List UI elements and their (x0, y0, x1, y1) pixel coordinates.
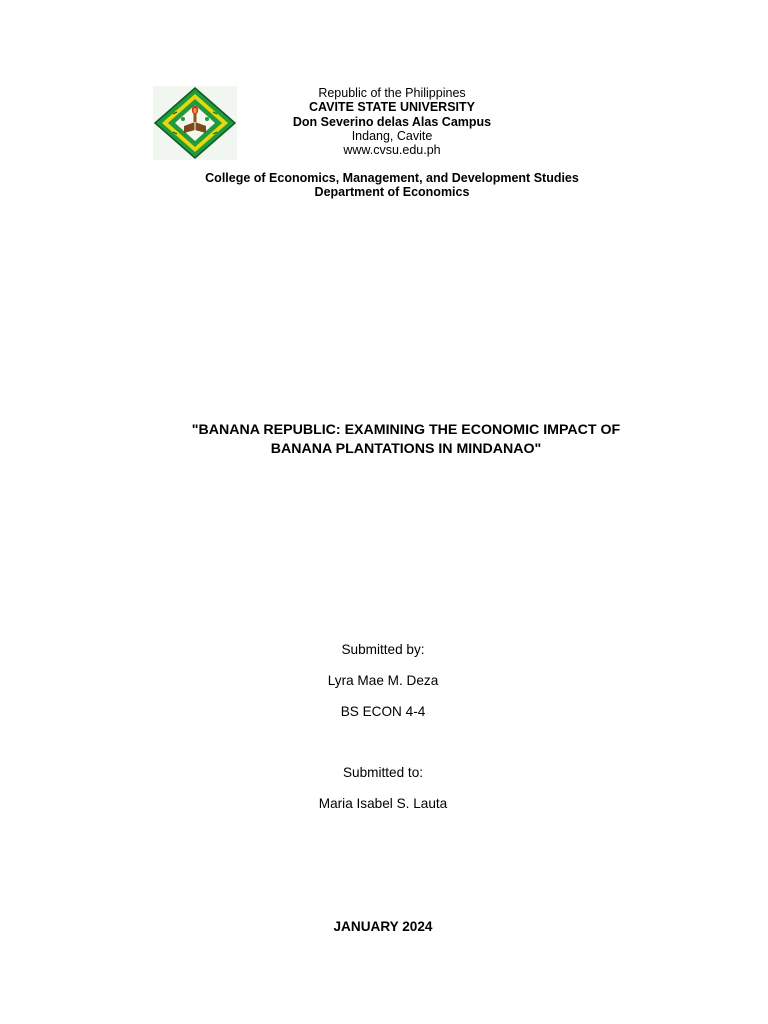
campus-location: Indang, Cavite (351, 128, 433, 143)
document-header (192, 86, 592, 157)
college-name: College of Economics, Management, and Development Studies (205, 171, 579, 185)
university-name: CAVITE STATE UNIVERSITY (309, 100, 475, 115)
university-website: www.cvsu.edu.ph (343, 143, 441, 158)
department-name: Department of Economics (314, 185, 470, 200)
instructor-name: Maria Isabel S. Lauta (318, 796, 448, 811)
submitted-by-label: Submitted by: (341, 642, 425, 657)
submission-date: JANUARY 2024 (333, 919, 433, 934)
paper-title-line-1: "BANANA REPUBLIC: EXAMINING THE ECONOMIC IMPACT OF (191, 422, 621, 438)
college-block (142, 171, 642, 200)
student-name: Lyra Mae M. Deza (327, 673, 439, 688)
country-line: Republic of the Philippines (318, 86, 466, 100)
paper-title-line-2: BANANA PLANTATIONS IN MINDANAO" (270, 440, 542, 457)
paper-title (124, 421, 688, 458)
submitted-to-label: Submitted to: (342, 765, 424, 780)
campus-name: Don Severino delas Alas Campus (292, 114, 492, 129)
student-program: BS ECON 4-4 (340, 704, 426, 719)
